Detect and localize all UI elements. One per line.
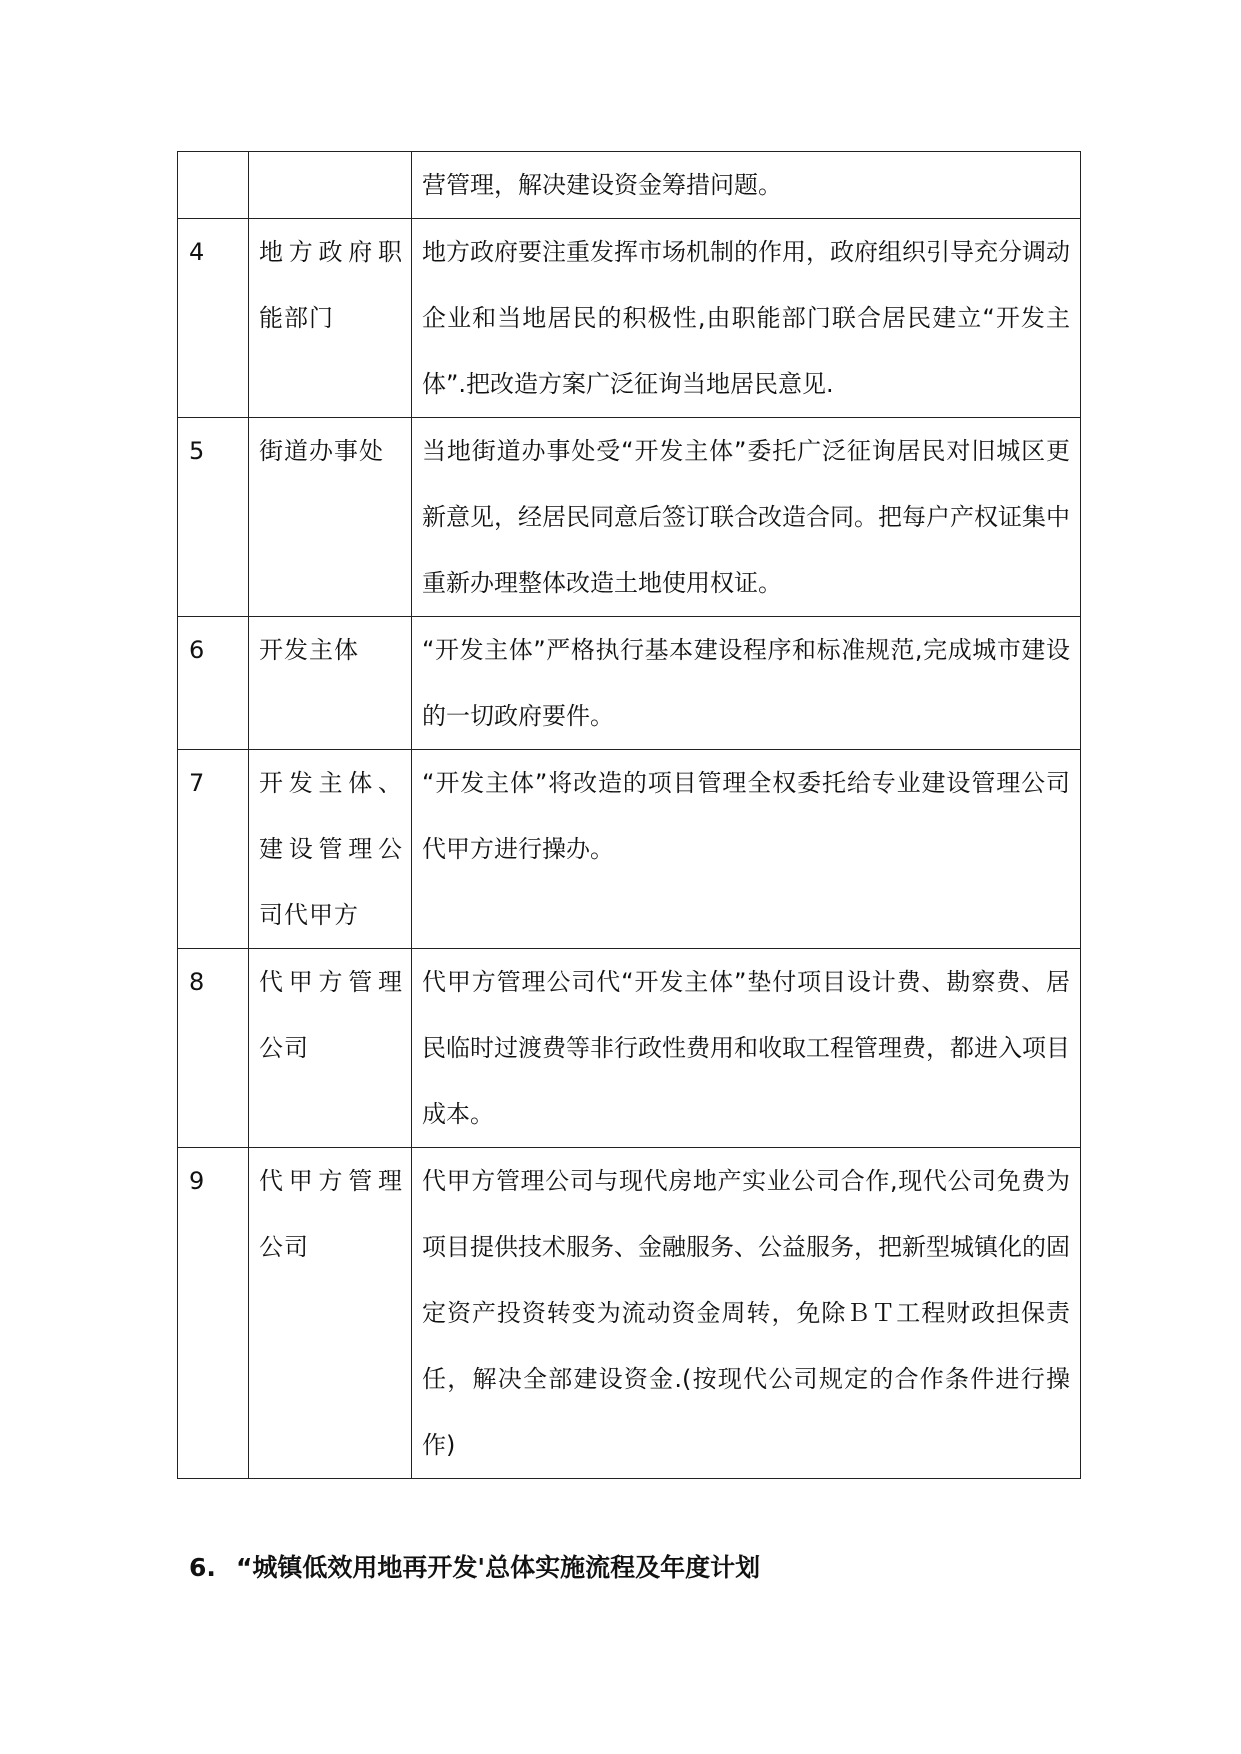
row-number: 4 xyxy=(178,219,249,418)
row-number: 9 xyxy=(178,1148,249,1479)
row-department: 地方政府职能部门 xyxy=(249,219,412,418)
row-department: 代甲方管理公司 xyxy=(249,1148,412,1479)
row-department: 代甲方管理公司 xyxy=(249,949,412,1148)
row-number: 7 xyxy=(178,750,249,949)
row-description: 代甲方管理公司代“开发主体”垫付项目设计费、勘察费、居民临时过渡费等非行政性费用和收取工程管理费，都进入项目成本。 xyxy=(412,949,1081,1148)
row-description: 营管理，解决建设资金筹措问题。 xyxy=(412,152,1081,219)
row-description: 当地街道办事处受“开发主体”委托广泛征询居民对旧城区更新意见，经居民同意后签订联合改造合同。把每户产权证集中重新办理整体改造土地使用权证。 xyxy=(412,418,1081,617)
row-number: 5 xyxy=(178,418,249,617)
table-row xyxy=(178,418,1081,617)
row-description: “开发主体”将改造的项目管理全权委托给专业建设管理公司代甲方进行操办。 xyxy=(412,750,1081,949)
table-row xyxy=(178,152,1081,219)
row-department xyxy=(249,152,412,219)
table-row xyxy=(178,1148,1081,1479)
row-description: 代甲方管理公司与现代房地产实业公司合作,现代公司免费为项目提供技术服务、金融服务、公益服务，把新型城镇化的固定资产投资转变为流动资金周转，免除ＢＴ工程财政担保责任，解决全部建设资金.(按现代公司规定的合作条件进行操作) xyxy=(412,1148,1081,1479)
row-department: 街道办事处 xyxy=(249,418,412,617)
section-title: “城镇低效用地再开发'总体实施流程及年度计划 xyxy=(236,1553,761,1582)
row-number: 6 xyxy=(178,617,249,750)
section-number: 6. xyxy=(189,1553,216,1582)
table-row xyxy=(178,617,1081,750)
table-row xyxy=(178,219,1081,418)
section-heading xyxy=(189,1548,760,1584)
row-description: “开发主体”严格执行基本建设程序和标准规范,完成城市建设的一切政府要件。 xyxy=(412,617,1081,750)
row-number xyxy=(178,152,249,219)
table-row xyxy=(178,750,1081,949)
row-department: 开发主体、建设管理公司代甲方 xyxy=(249,750,412,949)
table-row xyxy=(178,949,1081,1148)
row-department: 开发主体 xyxy=(249,617,412,750)
row-description: 地方政府要注重发挥市场机制的作用，政府组织引导充分调动企业和当地居民的积极性,由职能部门联合居民建立“开发主体”.把改造方案广泛征询当地居民意见. xyxy=(412,219,1081,418)
row-number: 8 xyxy=(178,949,249,1148)
implementation-table xyxy=(177,151,1081,1479)
